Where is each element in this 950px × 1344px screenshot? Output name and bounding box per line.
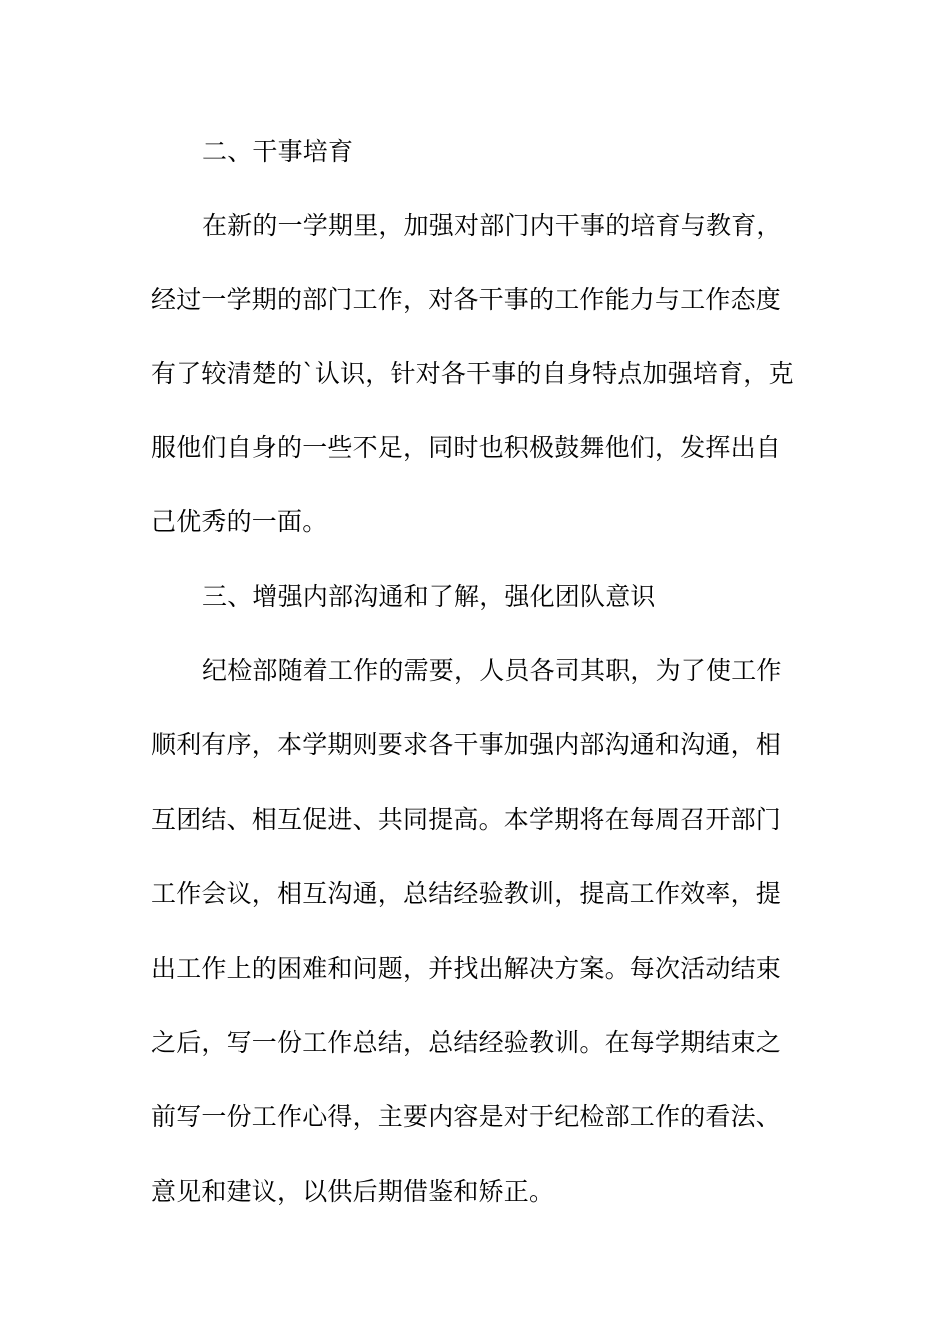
paragraph-line: 互团结、相互促进、共同提高。本学期将在每周召开部门 [151, 805, 782, 834]
paragraph-line: 之后，写一份工作总结，总结经验教训。在每学期结束之 [151, 1028, 782, 1057]
paragraph-line: 经过一学期的部门工作，对各干事的工作能力与工作态度 [151, 285, 782, 314]
paragraph-line: 服他们自身的一些不足，同时也积极鼓舞他们，发挥出自 [151, 433, 782, 462]
section-heading-3: 三、增强内部沟通和了解，强化团队意识 [202, 582, 656, 611]
paragraph-line: 顺利有序，本学期则要求各干事加强内部沟通和沟通，相 [151, 730, 782, 759]
paragraph-line: 有了较清楚的`认识，针对各干事的自身特点加强培育，克 [151, 359, 794, 388]
paragraph-line: 纪检部随着工作的需要，人员各司其职，为了使工作 [202, 656, 782, 685]
section-heading-2: 二、干事培育 [202, 137, 354, 166]
paragraph-line: 工作会议，相互沟通，总结经验教训，提高工作效率，提 [151, 879, 782, 908]
paragraph-line: 意见和建议，以供后期借鉴和矫正。 [151, 1177, 555, 1206]
paragraph-line: 在新的一学期里，加强对部门内干事的培育与教育， [202, 211, 782, 240]
paragraph-line: 己优秀的一面。 [151, 507, 328, 536]
paragraph-line: 前写一份工作心得，主要内容是对于纪检部工作的看法、 [151, 1102, 782, 1131]
paragraph-line: 出工作上的困难和问题，并找出解决方案。每次活动结束 [151, 954, 782, 983]
